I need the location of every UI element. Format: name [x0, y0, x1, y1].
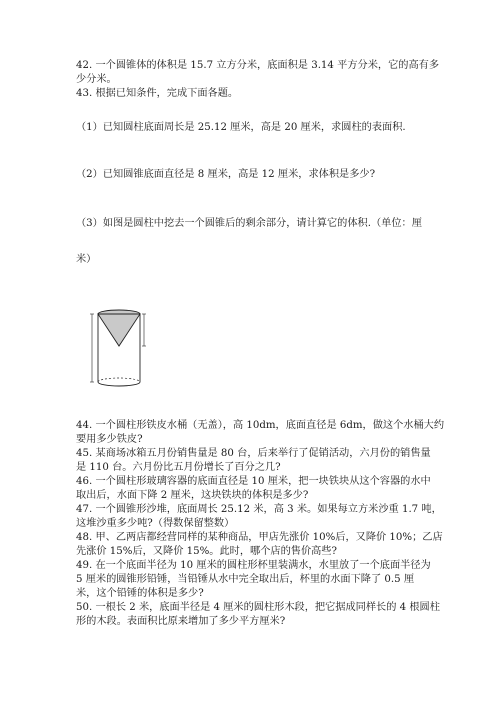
q45-line2: 是 110 台。六月份比五月份增长了百分之几?	[76, 462, 281, 473]
q46-line2: 取出后，水面下降 2 厘米，这块铁块的体积是多少?	[76, 490, 309, 501]
q49-line3: 米，这个铅锤的体积是多少?	[76, 588, 204, 599]
q44-line2: 要用多少铁皮?	[76, 434, 143, 445]
q48-line2: 先涨价 15%后，又降价 15%。此时，哪个店的售价高些?	[76, 546, 337, 557]
q42-line2: 少分米。	[76, 74, 117, 85]
q45-line1: 45. 某商场冰箱五月份销售量是 80 台，后来举行了促销活动，六月份的销售量	[76, 448, 431, 459]
q50-line2: 形的木段。表面积比原来增加了多少平方厘米?	[76, 616, 286, 627]
q47-line2: 这堆沙重多少吨?（得数保留整数）	[76, 518, 235, 529]
q43-header: 43. 根据已知条件，完成下面各题。	[76, 88, 239, 99]
q43-sub3-line2: 米）	[76, 254, 97, 265]
q50-line1: 50. 一根长 2 米，底面半径是 4 厘米的圆柱形木段，把它据成同样长的 4 根圆柱	[76, 602, 440, 613]
q49-line2: 5 厘米的圆锥形铅锤，当铅锤从水中完全取出后，杯里的水面下降了 0.5 厘	[76, 574, 415, 585]
cylinder-bottom-back	[98, 378, 140, 382]
q49-line1: 49. 在一个底面半径为 10 厘米的圆柱形杯里装满水，水里放了一个底面半径为	[76, 560, 431, 571]
cylinder-cone-diagram	[74, 300, 164, 396]
q44-line1: 44. 一个圆柱形铁皮水桶（无盖），高 10dm，底面直径是 6dm，做这个水桶大约	[76, 420, 445, 431]
q42-line1: 42. 一个圆锥体的体积是 15.7 立方分米，底面积是 3.14 平方分米，它的高有多	[76, 60, 440, 71]
q47-line1: 47. 一个圆锥形沙堆，底面周长 25.12 米，高 3 米。如果每立方米沙重 1.7 吨，	[76, 504, 442, 515]
cylinder-bottom-front	[98, 382, 140, 386]
cone-shape	[98, 314, 140, 346]
q43-sub2: （2）已知圆锥底面直径是 8 厘米，高是 12 厘米，求体积是多少?	[76, 169, 376, 180]
q43-sub1: （1）已知圆柱底面周长是 25.12 厘米，高是 20 厘米，求圆柱的表面积.	[76, 122, 406, 133]
q46-line1: 46. 一个圆柱形玻璃容器的底面直径是 10 厘米，把一块铁块从这个容器的水中	[76, 476, 431, 487]
q48-line1: 48. 甲、乙两店都经营同样的某种商品，甲店先涨价 10%后，又降价 10%；乙店	[76, 532, 443, 543]
cylinder-cone-figure	[74, 300, 164, 396]
q43-sub3-line1: （3）如图是圆柱中挖去一个圆锥后的剩余部分，请计算它的体积.（单位：厘	[76, 218, 422, 229]
